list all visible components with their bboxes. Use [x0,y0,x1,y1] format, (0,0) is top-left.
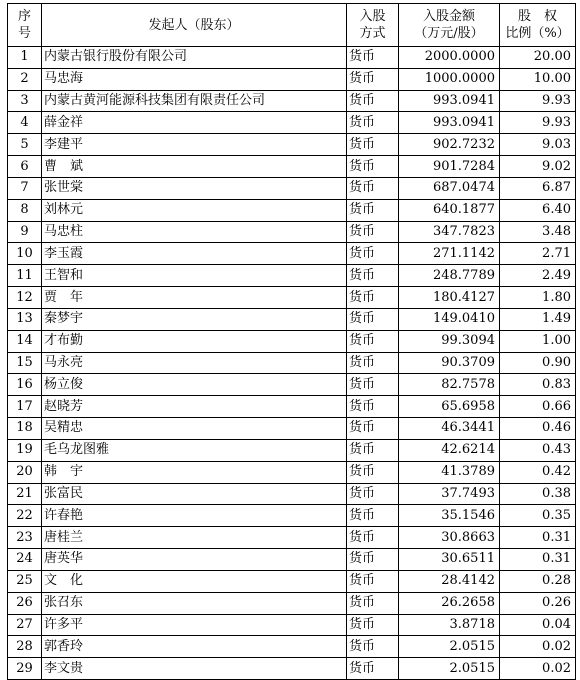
cell-ratio: 0.02 [500,658,576,680]
cell-ratio: 20.00 [500,47,576,69]
cell-method: 货币 [347,221,399,243]
cell-amount: 271.1142 [399,243,500,265]
cell-amount: 248.7789 [399,265,500,287]
cell-no: 1 [8,47,42,69]
cell-ratio: 2.71 [500,243,576,265]
cell-ratio: 0.02 [500,636,576,658]
table-row [8,199,576,221]
cell-name: 张召东 [42,592,347,614]
cell-ratio: 0.31 [500,527,576,549]
cell-no: 12 [8,287,42,309]
table-row [8,592,576,614]
cell-no: 25 [8,570,42,592]
cell-method: 货币 [347,330,399,352]
header-name: 发起人（股东） [42,4,347,47]
cell-ratio: 0.38 [500,483,576,505]
cell-no: 8 [8,199,42,221]
cell-no: 15 [8,352,42,374]
cell-no: 27 [8,614,42,636]
table-row [8,374,576,396]
cell-ratio: 0.28 [500,570,576,592]
cell-method: 货币 [347,265,399,287]
cell-name: 李建平 [42,134,347,156]
cell-name: 杨立俊 [42,374,347,396]
cell-name: 内蒙古黄河能源科技集团有限责任公司 [42,90,347,112]
cell-name: 李文贵 [42,658,347,680]
cell-name: 吴精忠 [42,418,347,440]
cell-amount: 347.7823 [399,221,500,243]
cell-ratio: 0.46 [500,418,576,440]
header-ratio: 股 权 比例（%） [500,4,576,47]
cell-ratio: 0.66 [500,396,576,418]
table-row [8,461,576,483]
cell-ratio: 0.26 [500,592,576,614]
cell-name: 许春艳 [42,505,347,527]
cell-ratio: 9.02 [500,156,576,178]
cell-ratio: 9.93 [500,112,576,134]
table-row [8,658,576,680]
cell-method: 货币 [347,134,399,156]
cell-ratio: 2.49 [500,265,576,287]
cell-ratio: 0.43 [500,439,576,461]
cell-name: 唐英华 [42,549,347,571]
cell-ratio: 1.80 [500,287,576,309]
table-row [8,156,576,178]
cell-method: 货币 [347,527,399,549]
cell-amount: 46.3441 [399,418,500,440]
cell-no: 14 [8,330,42,352]
table-row [8,505,576,527]
cell-no: 22 [8,505,42,527]
cell-no: 11 [8,265,42,287]
cell-amount: 41.3789 [399,461,500,483]
cell-no: 18 [8,418,42,440]
cell-name: 韩 宇 [42,461,347,483]
cell-method: 货币 [347,68,399,90]
cell-amount: 2.0515 [399,636,500,658]
cell-amount: 82.7578 [399,374,500,396]
cell-name: 王智和 [42,265,347,287]
cell-amount: 149.0410 [399,308,500,330]
cell-no: 7 [8,177,42,199]
cell-no: 13 [8,308,42,330]
cell-name: 文 化 [42,570,347,592]
table-row [8,570,576,592]
cell-method: 货币 [347,352,399,374]
cell-name: 张世棠 [42,177,347,199]
cell-no: 16 [8,374,42,396]
table-row [8,265,576,287]
cell-ratio: 6.87 [500,177,576,199]
cell-amount: 687.0474 [399,177,500,199]
cell-method: 货币 [347,90,399,112]
cell-name: 秦梦宇 [42,308,347,330]
table-row [8,418,576,440]
cell-no: 17 [8,396,42,418]
cell-no: 20 [8,461,42,483]
cell-method: 货币 [347,592,399,614]
cell-name: 马永亮 [42,352,347,374]
cell-name: 郭香玲 [42,636,347,658]
cell-ratio: 6.40 [500,199,576,221]
cell-name: 内蒙古银行股份有限公司 [42,47,347,69]
cell-amount: 2.0515 [399,658,500,680]
cell-name: 许多平 [42,614,347,636]
table-row [8,439,576,461]
cell-name: 毛乌龙图雅 [42,439,347,461]
cell-no: 10 [8,243,42,265]
cell-method: 货币 [347,461,399,483]
cell-ratio: 0.35 [500,505,576,527]
cell-method: 货币 [347,418,399,440]
cell-amount: 35.1546 [399,505,500,527]
cell-no: 26 [8,592,42,614]
table-row [8,636,576,658]
table-row [8,177,576,199]
cell-method: 货币 [347,614,399,636]
cell-method: 货币 [347,243,399,265]
cell-amount: 1000.0000 [399,68,500,90]
cell-no: 28 [8,636,42,658]
cell-no: 29 [8,658,42,680]
cell-method: 货币 [347,439,399,461]
shareholder-table [7,3,576,680]
table-row [8,243,576,265]
cell-ratio: 0.04 [500,614,576,636]
table-row [8,90,576,112]
cell-amount: 99.3094 [399,330,500,352]
cell-amount: 30.8663 [399,527,500,549]
cell-method: 货币 [347,47,399,69]
cell-ratio: 3.48 [500,221,576,243]
cell-name: 李玉霞 [42,243,347,265]
cell-amount: 65.6958 [399,396,500,418]
cell-name: 马忠海 [42,68,347,90]
cell-ratio: 9.03 [500,134,576,156]
header-amount: 入股金额 （万元/股） [399,4,500,47]
cell-no: 4 [8,112,42,134]
table-row [8,134,576,156]
cell-method: 货币 [347,177,399,199]
table-row [8,308,576,330]
cell-name: 唐桂兰 [42,527,347,549]
table-row [8,527,576,549]
cell-method: 货币 [347,636,399,658]
cell-amount: 30.6511 [399,549,500,571]
table-row [8,112,576,134]
cell-name: 马忠柱 [42,221,347,243]
cell-name: 贾 年 [42,287,347,309]
table-row [8,352,576,374]
cell-name: 曹 斌 [42,156,347,178]
cell-no: 19 [8,439,42,461]
cell-ratio: 0.31 [500,549,576,571]
cell-method: 货币 [347,483,399,505]
table-row [8,68,576,90]
cell-ratio: 9.93 [500,90,576,112]
table-row [8,287,576,309]
header-row [8,4,576,47]
cell-method: 货币 [347,396,399,418]
cell-ratio: 0.90 [500,352,576,374]
cell-no: 2 [8,68,42,90]
table-row [8,221,576,243]
cell-method: 货币 [347,199,399,221]
cell-name: 才布勤 [42,330,347,352]
cell-method: 货币 [347,308,399,330]
cell-amount: 26.2658 [399,592,500,614]
cell-amount: 3.8718 [399,614,500,636]
cell-method: 货币 [347,549,399,571]
cell-amount: 42.6214 [399,439,500,461]
cell-amount: 90.3709 [399,352,500,374]
table-row [8,396,576,418]
cell-method: 货币 [347,112,399,134]
header-no: 序 号 [8,4,42,47]
cell-no: 6 [8,156,42,178]
cell-name: 刘林元 [42,199,347,221]
cell-ratio: 0.83 [500,374,576,396]
cell-name: 薛金祥 [42,112,347,134]
cell-amount: 28.4142 [399,570,500,592]
table-row [8,483,576,505]
cell-amount: 180.4127 [399,287,500,309]
cell-amount: 993.0941 [399,90,500,112]
cell-no: 24 [8,549,42,571]
cell-name: 赵晓芳 [42,396,347,418]
cell-no: 5 [8,134,42,156]
header-method: 入股 方式 [347,4,399,47]
cell-no: 9 [8,221,42,243]
table-row [8,330,576,352]
cell-amount: 902.7232 [399,134,500,156]
cell-amount: 2000.0000 [399,47,500,69]
cell-ratio: 10.00 [500,68,576,90]
cell-amount: 901.7284 [399,156,500,178]
cell-amount: 993.0941 [399,112,500,134]
cell-method: 货币 [347,374,399,396]
cell-ratio: 1.00 [500,330,576,352]
table-row [8,549,576,571]
cell-no: 3 [8,90,42,112]
cell-method: 货币 [347,658,399,680]
table-row [8,614,576,636]
cell-ratio: 1.49 [500,308,576,330]
cell-ratio: 0.42 [500,461,576,483]
cell-method: 货币 [347,287,399,309]
cell-amount: 37.7493 [399,483,500,505]
cell-method: 货币 [347,156,399,178]
cell-name: 张富民 [42,483,347,505]
cell-method: 货币 [347,570,399,592]
cell-no: 21 [8,483,42,505]
cell-amount: 640.1877 [399,199,500,221]
cell-no: 23 [8,527,42,549]
cell-method: 货币 [347,505,399,527]
table-row [8,47,576,69]
